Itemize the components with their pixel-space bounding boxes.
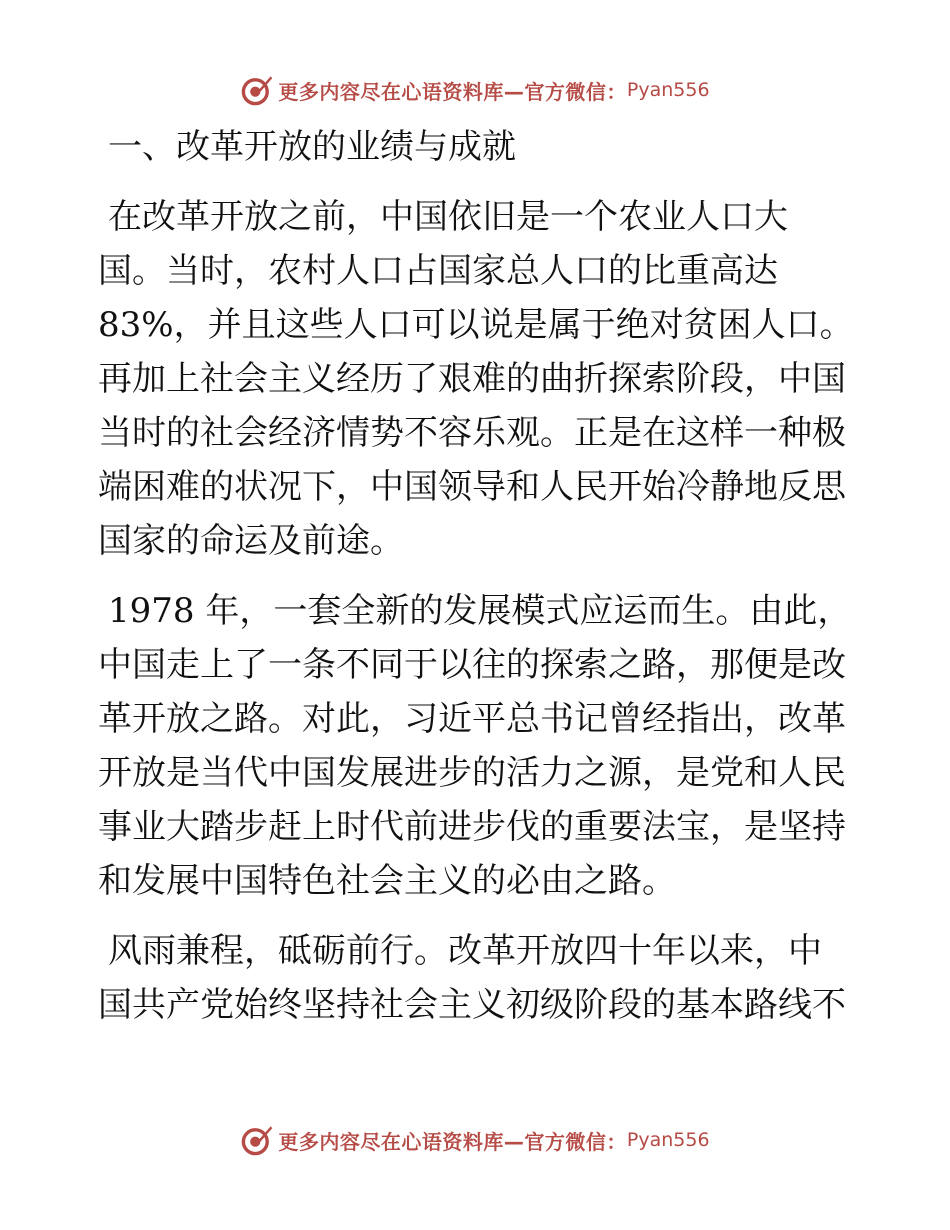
watermark-banner-bottom [0,1120,950,1160]
paragraph-line: 国。当时，农村人口占国家总人口的比重高达 [98,251,778,291]
quill-pen-logo-icon [240,1123,274,1157]
paragraph-line: 和发展中国特色社会主义的必由之路。 [98,861,676,901]
paragraph-line: 在改革开放之前，中国依旧是一个农业人口大 [108,197,788,237]
paragraph-line: 83%，并且这些人口可以说是属于绝对贫困人口。 [98,305,854,345]
paragraph-line: 端困难的状况下，中国领导和人民开始冷静地反思 [98,467,846,507]
watermark-text: 更多内容尽在心语资料库—官方微信： [278,79,627,104]
paragraph-line: 事业大踏步赶上时代前进步伐的重要法宝，是坚持 [98,807,846,847]
watermark-contact: Pyan556 [626,79,710,101]
paragraph-2 [98,584,858,908]
watermark-text: 更多内容尽在心语资料库—官方微信： [278,1129,627,1154]
paragraph-line: 中国走上了一条不同于以往的探索之路，那便是改 [98,645,846,685]
paragraph-1 [98,190,858,568]
paragraph-line: 风雨兼程，砥砺前行。改革开放四十年以来，中 [108,931,822,971]
section-heading: 一、改革开放的业绩与成就 [108,127,516,167]
paragraph-3 [98,924,858,1032]
paragraph-line: 革开放之路。对此，习近平总书记曾经指出，改革 [98,699,846,739]
watermark-contact: Pyan556 [626,1129,710,1151]
paragraph-line: 再加上社会主义经历了艰难的曲折探索阶段，中国 [98,359,846,399]
quill-pen-logo-icon [240,73,274,107]
paragraph-line: 国共产党始终坚持社会主义初级阶段的基本路线不 [98,985,846,1025]
watermark-banner-top [0,70,950,110]
document-body [98,118,858,1048]
paragraph-line: 1978 年，一套全新的发展模式应运而生。由此， [108,591,852,631]
paragraph-line: 国家的命运及前途。 [98,521,404,561]
paragraph-line: 当时的社会经济情势不容乐观。正是在这样一种极 [98,413,846,453]
paragraph-line: 开放是当代中国发展进步的活力之源，是党和人民 [98,753,846,793]
